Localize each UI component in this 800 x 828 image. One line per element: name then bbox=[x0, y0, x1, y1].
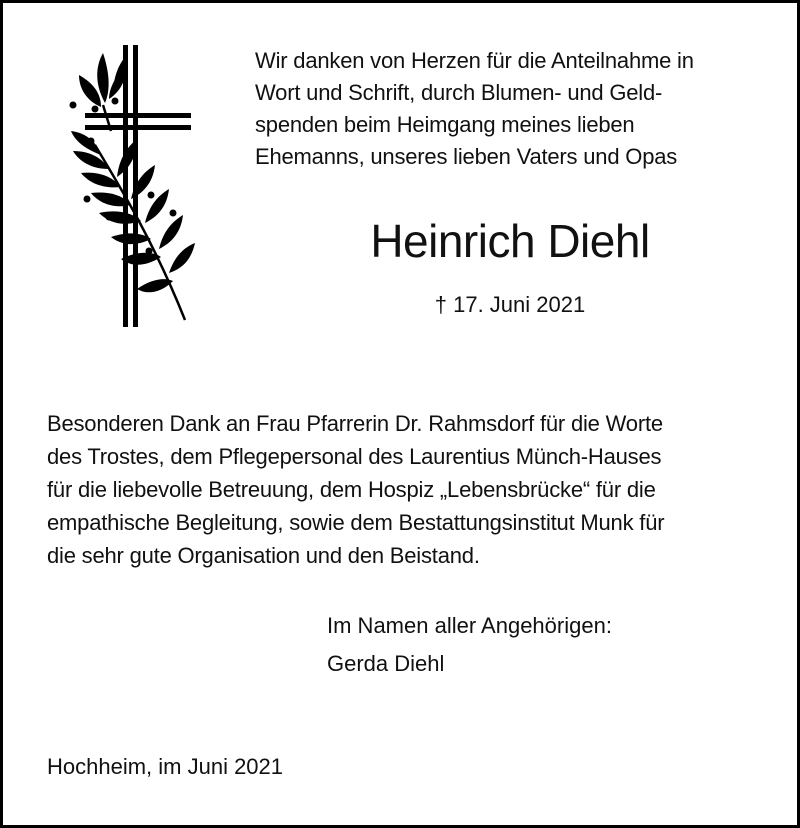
thanks-line: die sehr gute Organisation und den Beistand. bbox=[47, 543, 480, 568]
signature-intro: Im Namen aller Angehörigen: bbox=[327, 613, 612, 638]
thanks-line: Besonderen Dank an Frau Pfarrerin Dr. Rahmsdorf für die Worte bbox=[47, 411, 663, 436]
signature-block bbox=[327, 607, 747, 683]
deceased-name: Heinrich Diehl bbox=[370, 215, 650, 267]
place-and-date: Hochheim, im Juni 2021 bbox=[47, 754, 284, 779]
thanks-line: des Trostes, dem Pflegepersonal des Laurentius Münch-Hauses bbox=[47, 444, 662, 469]
intro-line: Wort und Schrift, durch Blumen- und Geld- bbox=[255, 80, 663, 105]
intro-line: Wir danken von Herzen für die Anteilnahme in bbox=[255, 48, 694, 73]
intro-line: spenden beim Heimgang meines lieben bbox=[255, 112, 635, 137]
intro-text bbox=[255, 45, 765, 173]
intro-line: Ehemanns, unseres lieben Vaters und Opas bbox=[255, 144, 678, 169]
thanks-line: empathische Begleitung, sowie dem Bestattungsinstitut Munk für bbox=[47, 510, 665, 535]
signature-name: Gerda Diehl bbox=[327, 651, 445, 676]
death-date: † 17. Juni 2021 bbox=[434, 292, 586, 317]
thanks-paragraph bbox=[47, 407, 767, 572]
thanks-line: für die liebevolle Betreuung, dem Hospiz „Lebensbrücke“ für die bbox=[47, 477, 656, 502]
cross-with-palm-branch-icon bbox=[65, 45, 205, 330]
